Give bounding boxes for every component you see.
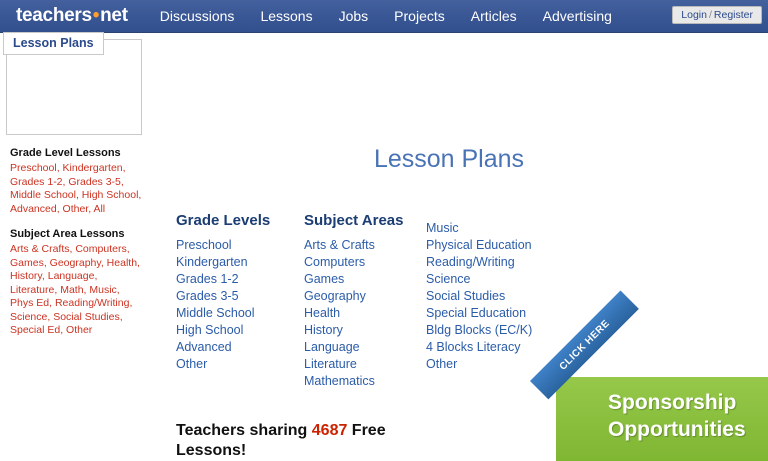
list-item: [304, 340, 426, 354]
sharing-prefix: Teachers sharing: [176, 422, 312, 439]
subject-link-computers[interactable]: Computers: [304, 255, 366, 269]
sidebar-heading-subject-area: Subject Area Lessons: [10, 228, 125, 240]
subject-link-reading-writing[interactable]: Reading/Writing: [426, 255, 515, 269]
left-sidebar: [0, 33, 150, 338]
list-item: [304, 306, 426, 320]
subject-link-geography[interactable]: Geography: [304, 289, 366, 303]
column-grade-levels: [176, 212, 304, 391]
logo-dot-icon: •: [92, 5, 100, 26]
grade-link-kindergarten[interactable]: Kindergarten: [176, 255, 248, 269]
click-here-ribbon-label: CLICK HERE: [530, 290, 639, 399]
subject-link-games[interactable]: Games: [304, 272, 345, 286]
list-item: [176, 357, 304, 371]
subject-link-special-education[interactable]: Special Education: [426, 306, 527, 320]
list-item: [304, 374, 426, 388]
main-nav-links: [160, 8, 612, 24]
nav-item-lessons[interactable]: Lessons: [260, 8, 313, 24]
subject-link-bldg-blocks[interactable]: Bldg Blocks (EC/K): [426, 323, 533, 337]
banner-line-1: Sponsorship: [608, 391, 737, 414]
column-subject-areas: [304, 212, 426, 391]
grade-link-preschool[interactable]: Preschool: [176, 238, 232, 252]
list-item: [304, 238, 426, 252]
register-link[interactable]: Register: [713, 9, 753, 21]
nav-item-advertising[interactable]: Advertising: [542, 8, 612, 24]
list-item: [176, 255, 304, 269]
list-item: [176, 306, 304, 320]
list-item: [176, 238, 304, 252]
subject-link-health[interactable]: Health: [304, 306, 341, 320]
logo-text-primary: teachers: [16, 5, 92, 26]
lesson-plans-tab[interactable]: Lesson Plans: [3, 32, 104, 55]
auth-separator: /: [708, 9, 712, 21]
sidebar-block-grade-level: [0, 147, 150, 216]
subject-link-science[interactable]: Science: [426, 272, 471, 286]
list-item: [304, 272, 426, 286]
sharing-suffix: Free Lessons!: [176, 422, 386, 459]
auth-controls: [672, 6, 762, 24]
subject-link-4-blocks-literacy[interactable]: 4 Blocks Literacy: [426, 340, 521, 354]
sidebar-links-grade-level[interactable]: Preschool, Kindergarten, Grades 1-2, Grades 3-5, Middle School, High School, Advanced, Other, All: [10, 162, 142, 215]
list-item: [426, 238, 616, 252]
grade-link-middle-school[interactable]: Middle School: [176, 306, 255, 320]
nav-item-articles[interactable]: Articles: [470, 8, 517, 24]
login-link[interactable]: Login: [681, 9, 707, 21]
grade-link-grades-1-2[interactable]: Grades 1-2: [176, 272, 239, 286]
list-item: [426, 221, 616, 235]
nav-item-projects[interactable]: Projects: [394, 8, 445, 24]
subject-link-social-studies[interactable]: Social Studies: [426, 289, 506, 303]
grade-link-other[interactable]: Other: [176, 357, 208, 371]
subject-link-physical-education[interactable]: Physical Education: [426, 238, 532, 252]
subject-link-arts-crafts[interactable]: Arts & Crafts: [304, 238, 375, 252]
sidebar-block-subject-area: [0, 228, 150, 338]
grade-levels-list: [176, 238, 304, 371]
grade-link-grades-3-5[interactable]: Grades 3-5: [176, 289, 239, 303]
subject-link-literature[interactable]: Literature: [304, 357, 357, 371]
column-heading-subject-areas: Subject Areas: [304, 212, 404, 229]
grade-link-advanced[interactable]: Advanced: [176, 340, 232, 354]
column-heading-grade-levels: Grade Levels: [176, 212, 271, 229]
list-item: [304, 289, 426, 303]
list-item: [426, 306, 616, 320]
list-item: [176, 289, 304, 303]
banner-line-2: Opportunities: [608, 418, 746, 441]
subject-link-other[interactable]: Other: [426, 357, 458, 371]
list-item: [176, 272, 304, 286]
logo-text-secondary: net: [100, 5, 128, 26]
list-item: [304, 357, 426, 371]
list-item: [304, 323, 426, 337]
site-logo[interactable]: [0, 5, 142, 27]
list-item: [426, 272, 616, 286]
grade-link-high-school[interactable]: High School: [176, 323, 244, 337]
sponsorship-banner[interactable]: [556, 317, 768, 461]
subject-link-language[interactable]: Language: [304, 340, 360, 354]
lesson-plans-panel: [6, 36, 142, 135]
subject-link-music[interactable]: Music: [426, 221, 459, 235]
lessons-count: 4687: [311, 422, 348, 439]
subject-link-history[interactable]: History: [304, 323, 343, 337]
nav-item-jobs[interactable]: Jobs: [338, 8, 369, 24]
banner-text: [608, 389, 746, 443]
list-item: [426, 255, 616, 269]
nav-item-discussions[interactable]: Discussions: [159, 8, 235, 24]
sidebar-links-subject-area[interactable]: Arts & Crafts, Computers, Games, Geography, Health, History, Language, Literature, Math, Music, Phys Ed, Reading/Writing, Science, Social Studies, Special Ed, Other: [10, 243, 140, 336]
list-item: [176, 323, 304, 337]
category-columns: [176, 212, 768, 391]
subject-areas-list: [304, 238, 426, 388]
page-title: Lesson Plans: [373, 145, 525, 173]
list-item: [304, 255, 426, 269]
lessons-count-text: [176, 421, 411, 461]
subject-link-mathematics[interactable]: Mathematics: [304, 374, 375, 388]
sidebar-heading-grade-level: Grade Level Lessons: [10, 147, 121, 159]
top-navigation-bar: [0, 0, 768, 33]
list-item: [426, 289, 616, 303]
list-item: [176, 340, 304, 354]
